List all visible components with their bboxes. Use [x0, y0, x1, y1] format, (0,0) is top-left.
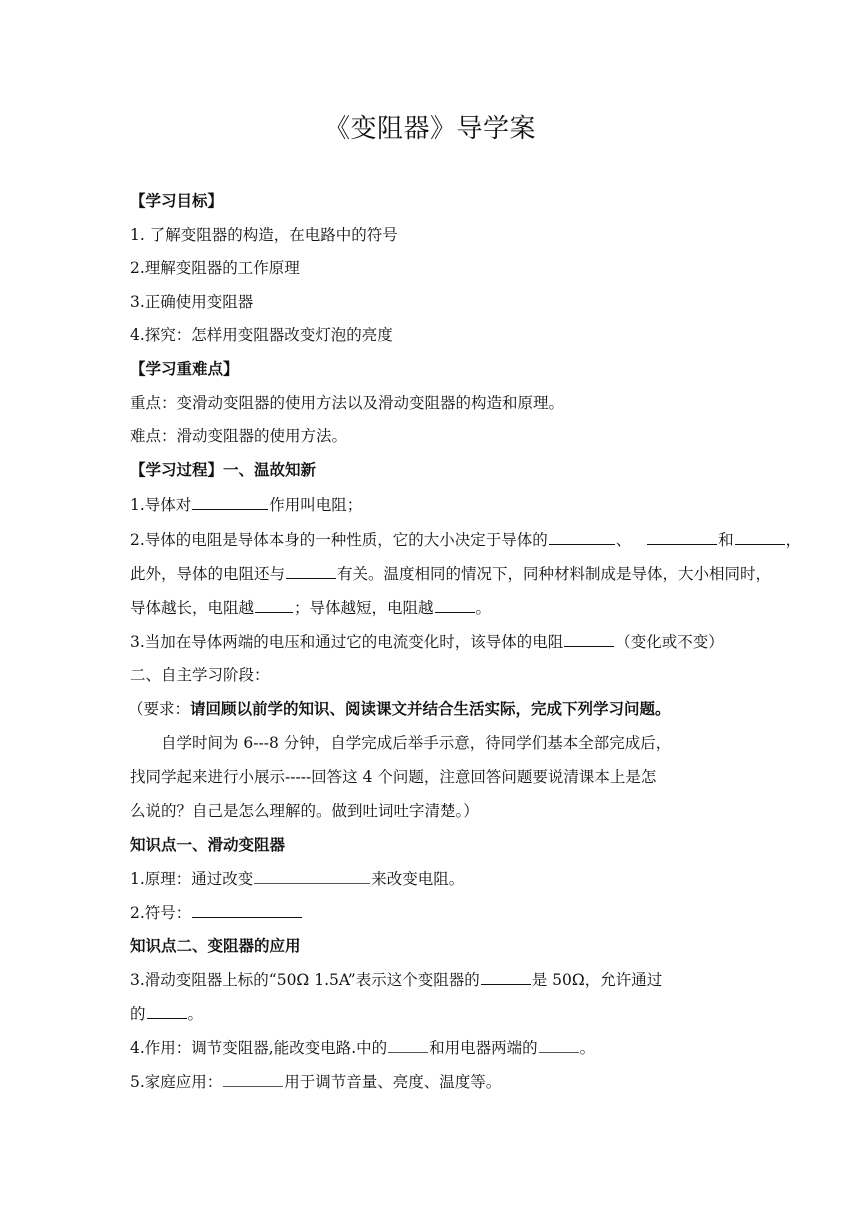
answer-blank[interactable]	[735, 529, 785, 545]
question-text: 。	[475, 599, 492, 617]
review-question-2-cont	[130, 597, 491, 618]
page-title: 《变阻器》导学案	[323, 114, 536, 144]
question-text: 和	[718, 531, 734, 549]
question-text: 有关。温度相同的情况下，同种材料制成是导体，大小相同时，	[337, 565, 772, 583]
self-study-paragraph: 么说的？自己是怎么理解的。做到吐词吐字清楚。）	[130, 802, 479, 820]
answer-blank[interactable]	[255, 597, 293, 613]
answer-blank[interactable]	[647, 529, 717, 545]
answer-blank[interactable]	[147, 1003, 187, 1019]
answer-blank[interactable]	[192, 494, 268, 510]
question-text: 导体越长，电阻越	[130, 599, 255, 617]
self-study-paragraph: 自学时间为 6---8 分钟，自学完成后举手示意，待同学们基本全部完成后，	[161, 734, 672, 752]
key-point-difficulty: 难点：滑动变阻器的使用方法。	[130, 427, 348, 445]
question-text: ；导体越短，电阻越	[294, 599, 434, 617]
answer-blank[interactable]	[435, 597, 475, 613]
question-text: 1.导体对	[130, 496, 192, 514]
kp2-question-3	[130, 969, 662, 990]
question-text: 来改变电阻。	[371, 870, 465, 888]
self-study-heading: 二、自主学习阶段：	[130, 666, 270, 684]
kp1-question-1	[130, 868, 464, 889]
answer-blank[interactable]	[388, 1037, 428, 1053]
kp2-question-3-cont	[130, 1003, 203, 1024]
answer-blank[interactable]	[564, 631, 614, 647]
answer-blank[interactable]	[254, 868, 370, 884]
question-text: 此外，导体的电阻还与	[130, 565, 286, 583]
answer-blank[interactable]	[223, 1071, 283, 1087]
review-question-2	[130, 529, 801, 550]
objective-item: 4.探究：怎样用变阻器改变灯泡的亮度	[130, 326, 393, 344]
review-question-2-cont	[130, 563, 771, 584]
kp2-question-5	[130, 1071, 501, 1092]
key-point-focus: 重点：变滑动变阻器的使用方法以及滑动变阻器的构造和原理。	[130, 394, 565, 412]
answer-blank[interactable]	[481, 969, 531, 985]
question-text: 和用电器两端的	[429, 1039, 538, 1057]
key-points-heading: 【学习重难点】	[130, 360, 239, 378]
objective-item: 2.理解变阻器的工作原理	[130, 259, 300, 277]
question-text: 3.当加在导体两端的电压和通过它的电流变化时，该导体的电阻	[130, 633, 564, 651]
question-text: ，	[785, 531, 802, 549]
answer-blank[interactable]	[286, 563, 336, 579]
knowledge-point-1-heading: 知识点一、滑动变阻器	[130, 836, 286, 854]
objectives-heading: 【学习目标】	[130, 192, 224, 210]
question-text: （变化或不变）	[615, 633, 724, 651]
question-text: 4.作用：调节变阻器,能改变电路.中的	[130, 1039, 388, 1057]
objective-item: 1. 了解变阻器的构造，在电路中的符号	[130, 226, 398, 244]
answer-blank[interactable]	[192, 902, 302, 918]
kp1-question-2	[130, 902, 303, 923]
review-question-3	[130, 631, 724, 652]
answer-blank[interactable]	[549, 529, 615, 545]
requirement-text: 请回顾以前学的知识、阅读课文并结合生活实际，完成下列学习问题。	[190, 700, 671, 718]
self-study-requirement	[128, 699, 671, 719]
requirement-prefix: （要求：	[128, 700, 191, 718]
self-study-paragraph: 找同学起来进行小展示-----回答这 4 个问题，注意回答问题要说清课本上是怎	[130, 768, 657, 786]
question-text: 、	[615, 531, 632, 549]
question-text: 的	[130, 1005, 146, 1023]
knowledge-point-2-heading: 知识点二、变阻器的应用	[130, 937, 301, 955]
question-text: 2.符号：	[130, 904, 192, 922]
question-text: 作用叫电阻；	[269, 496, 363, 514]
question-text: 2.导体的电阻是导体本身的一种性质，它的大小决定于导体的	[130, 531, 548, 549]
objective-item: 3.正确使用变阻器	[130, 293, 254, 311]
question-text: 是 50Ω，允许通过	[531, 971, 663, 989]
process-heading: 【学习过程】一、温故知新	[130, 461, 317, 479]
question-text: 。	[187, 1005, 204, 1023]
question-text: 3.滑动变阻器上标的“50Ω 1.5A”表示这个变阻器的	[130, 971, 480, 989]
kp2-question-4	[130, 1037, 595, 1058]
review-question-1	[130, 494, 362, 515]
answer-blank[interactable]	[539, 1037, 579, 1053]
question-text: 1.原理：通过改变	[130, 870, 254, 888]
question-text: 用于调节音量、亮度、温度等。	[284, 1073, 502, 1091]
question-text: 。	[579, 1039, 596, 1057]
question-text: 5.家庭应用：	[130, 1073, 223, 1091]
